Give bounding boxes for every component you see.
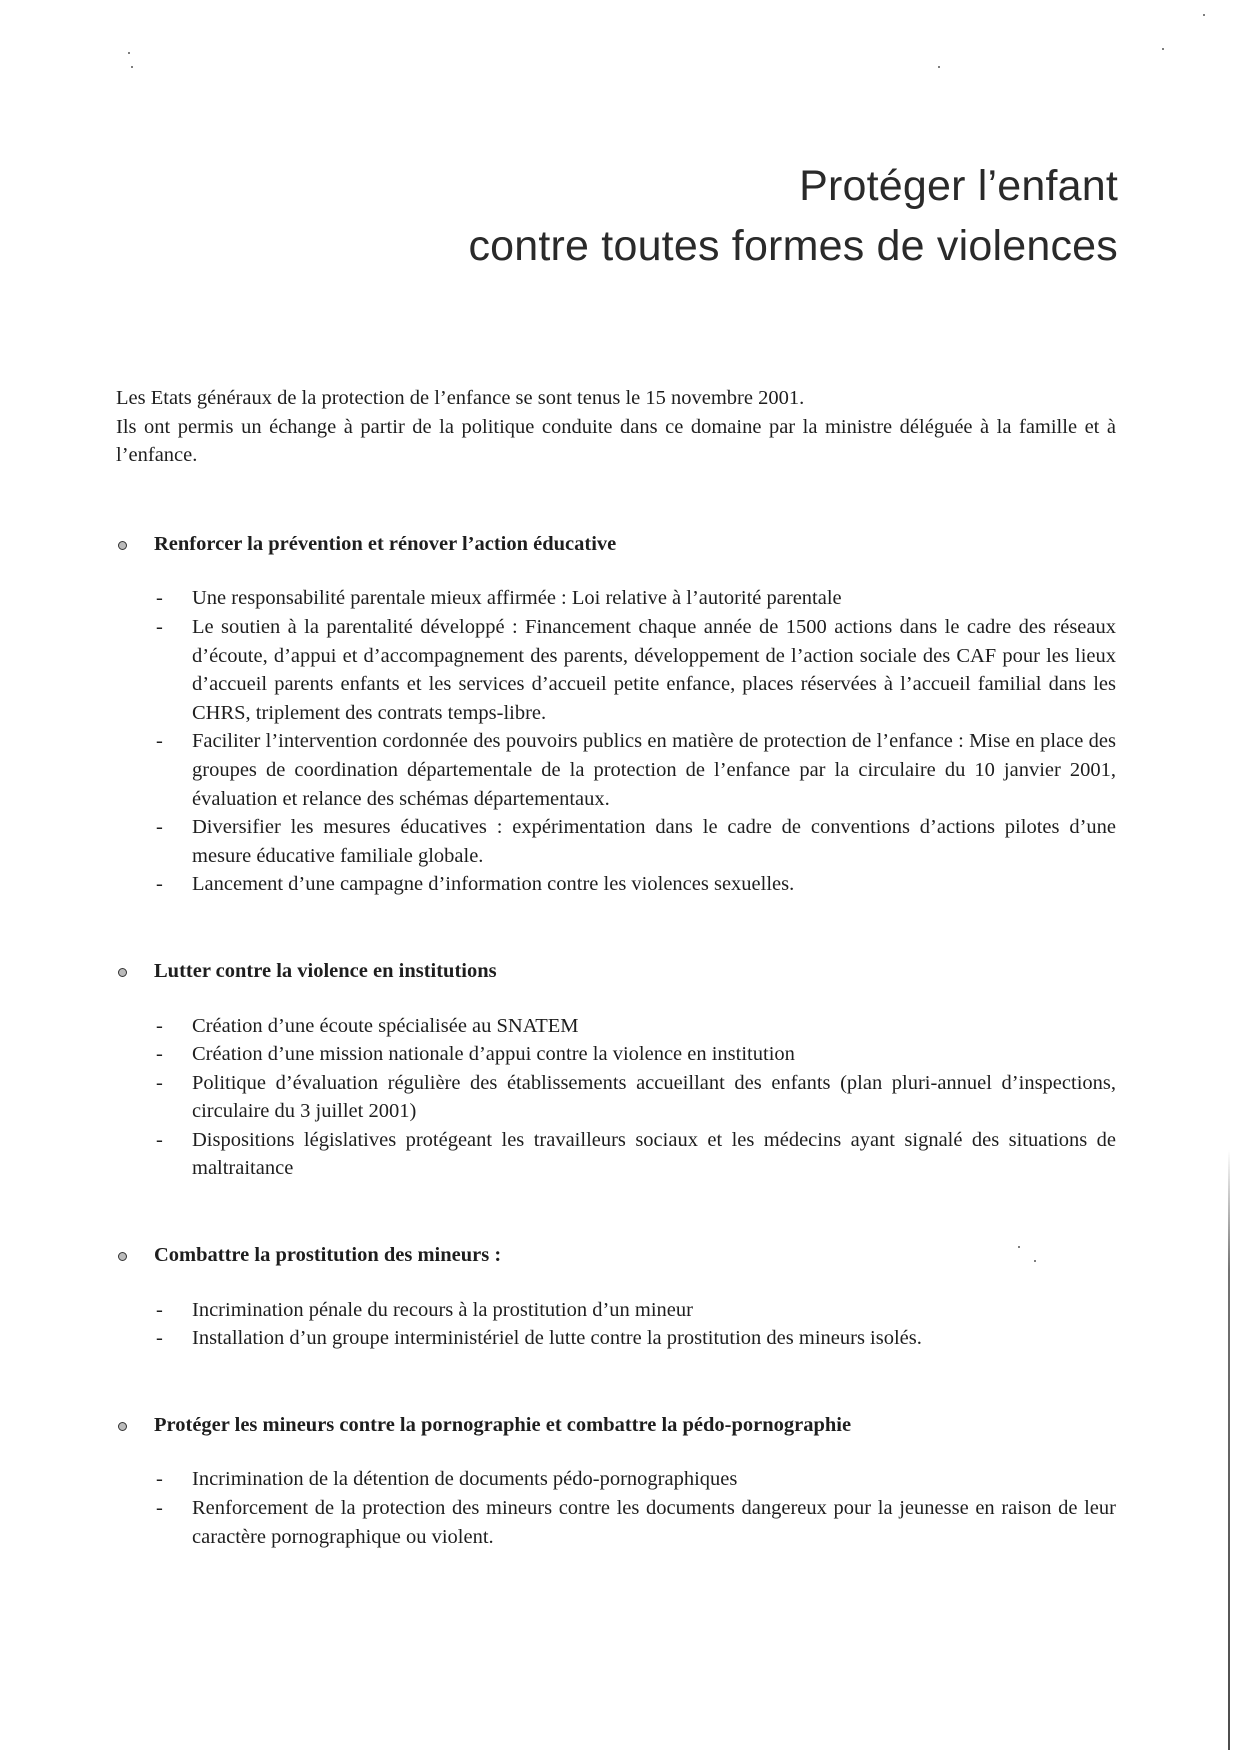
list-item: - Incrimination de la détention de documents pédo-pornographiques — [192, 1465, 1116, 1494]
title-line-1: Protéger l’enfant — [799, 162, 1118, 210]
list-item: - Renforcement de la protection des mineurs contre les documents dangereux pour la jeunesse en raison de leur caractère pornographique ou violent. — [192, 1494, 1116, 1551]
section-heading: Protéger les mineurs contre la pornographie et combattre la pédo-pornographie — [116, 1411, 1116, 1440]
dash-icon: - — [156, 587, 163, 610]
dash-icon: - — [156, 1014, 163, 1037]
section-pornography — [116, 1411, 1116, 1551]
list-item: - Installation d’un groupe interministériel de lutte contre la prostitution des mineurs isolés. — [192, 1324, 1116, 1353]
section-prevention — [116, 530, 1116, 899]
dash-icon: - — [156, 1071, 163, 1094]
section-heading: Lutter contre la violence en institutions — [116, 957, 1116, 986]
section-item-list — [116, 1012, 1116, 1184]
scan-speck — [131, 66, 133, 68]
list-item: - Faciliter l’intervention cordonnée des pouvoirs publics en matière de protection de l’enfance : Mise en place des groupes de coordination départementale de la protection de l’enfance par la circulaire du 10 janvier 2001, évaluation et relance des schémas départementaux. — [192, 727, 1116, 813]
section-item-list — [116, 1465, 1116, 1551]
list-item: - Une responsabilité parentale mieux affirmée : Loi relative à l’autorité parentale — [192, 584, 1116, 613]
scan-speck — [1203, 14, 1205, 16]
dash-icon: - — [156, 1327, 163, 1350]
scan-edge-shadow — [1228, 1150, 1230, 1750]
dash-icon: - — [156, 730, 163, 753]
list-item: - Incrimination pénale du recours à la prostitution d’un mineur — [192, 1296, 1116, 1325]
dash-icon: - — [156, 1497, 163, 1520]
list-item: - Création d’une écoute spécialisée au SNATEM — [192, 1012, 1116, 1041]
intro-line-1: Les Etats généraux de la protection de l’enfance se sont tenus le 15 novembre 2001. — [116, 387, 805, 409]
section-prostitution — [116, 1241, 1116, 1353]
title-line-2: contre toutes formes de violences — [468, 222, 1118, 270]
bullet-icon — [118, 1252, 127, 1261]
list-item: - Lancement d’une campagne d’information contre les violences sexuelles. — [192, 870, 1116, 899]
scan-speck — [938, 66, 940, 68]
dash-icon: - — [156, 1468, 163, 1491]
dash-icon: - — [156, 816, 163, 839]
list-item: - Diversifier les mesures éducatives : expérimentation dans le cadre de conventions d’actions pilotes d’une mesure éducative familiale globale. — [192, 813, 1116, 870]
bullet-icon — [118, 968, 127, 977]
section-institutions — [116, 957, 1116, 1183]
scan-speck — [1162, 48, 1164, 50]
intro-paragraph — [116, 384, 1116, 470]
list-item: - Politique d’évaluation régulière des établissements accueillant des enfants (plan pluri-annuel d’inspections, circulaire du 3 juillet 2001) — [192, 1069, 1116, 1126]
section-item-list — [116, 584, 1116, 899]
dash-icon: - — [156, 873, 163, 896]
page-title — [468, 156, 1118, 276]
bullet-icon — [118, 1422, 127, 1431]
section-heading: Renforcer la prévention et rénover l’action éducative — [116, 530, 1116, 559]
list-item: - Le soutien à la parentalité développé : Financement chaque année de 1500 actions dans le cadre des réseaux d’écoute, d’appui et d’accompagnement des parents, développement de l’action sociale des CAF pour les lieux d’accueil parents enfants et les services d’accueil petite enfance, places réservées à l’accueil familial dans les CHRS, triplement des contrats temps-libre. — [192, 613, 1116, 727]
dash-icon: - — [156, 1043, 163, 1066]
section-heading: Combattre la prostitution des mineurs : — [116, 1241, 1116, 1270]
dash-icon: - — [156, 1128, 163, 1151]
bullet-icon — [118, 541, 127, 550]
list-item: - Dispositions législatives protégeant les travailleurs sociaux et les médecins ayant signalé des situations de maltraitance — [192, 1126, 1116, 1183]
dash-icon: - — [156, 615, 163, 638]
dash-icon: - — [156, 1298, 163, 1321]
intro-line-2: Ils ont permis un échange à partir de la politique conduite dans ce domaine par la ministre déléguée à la famille et à l’enfance. — [116, 415, 1116, 467]
list-item: - Création d’une mission nationale d’appui contre la violence en institution — [192, 1040, 1116, 1069]
section-item-list — [116, 1296, 1116, 1353]
scan-speck — [128, 52, 130, 54]
document-body — [116, 384, 1116, 1551]
